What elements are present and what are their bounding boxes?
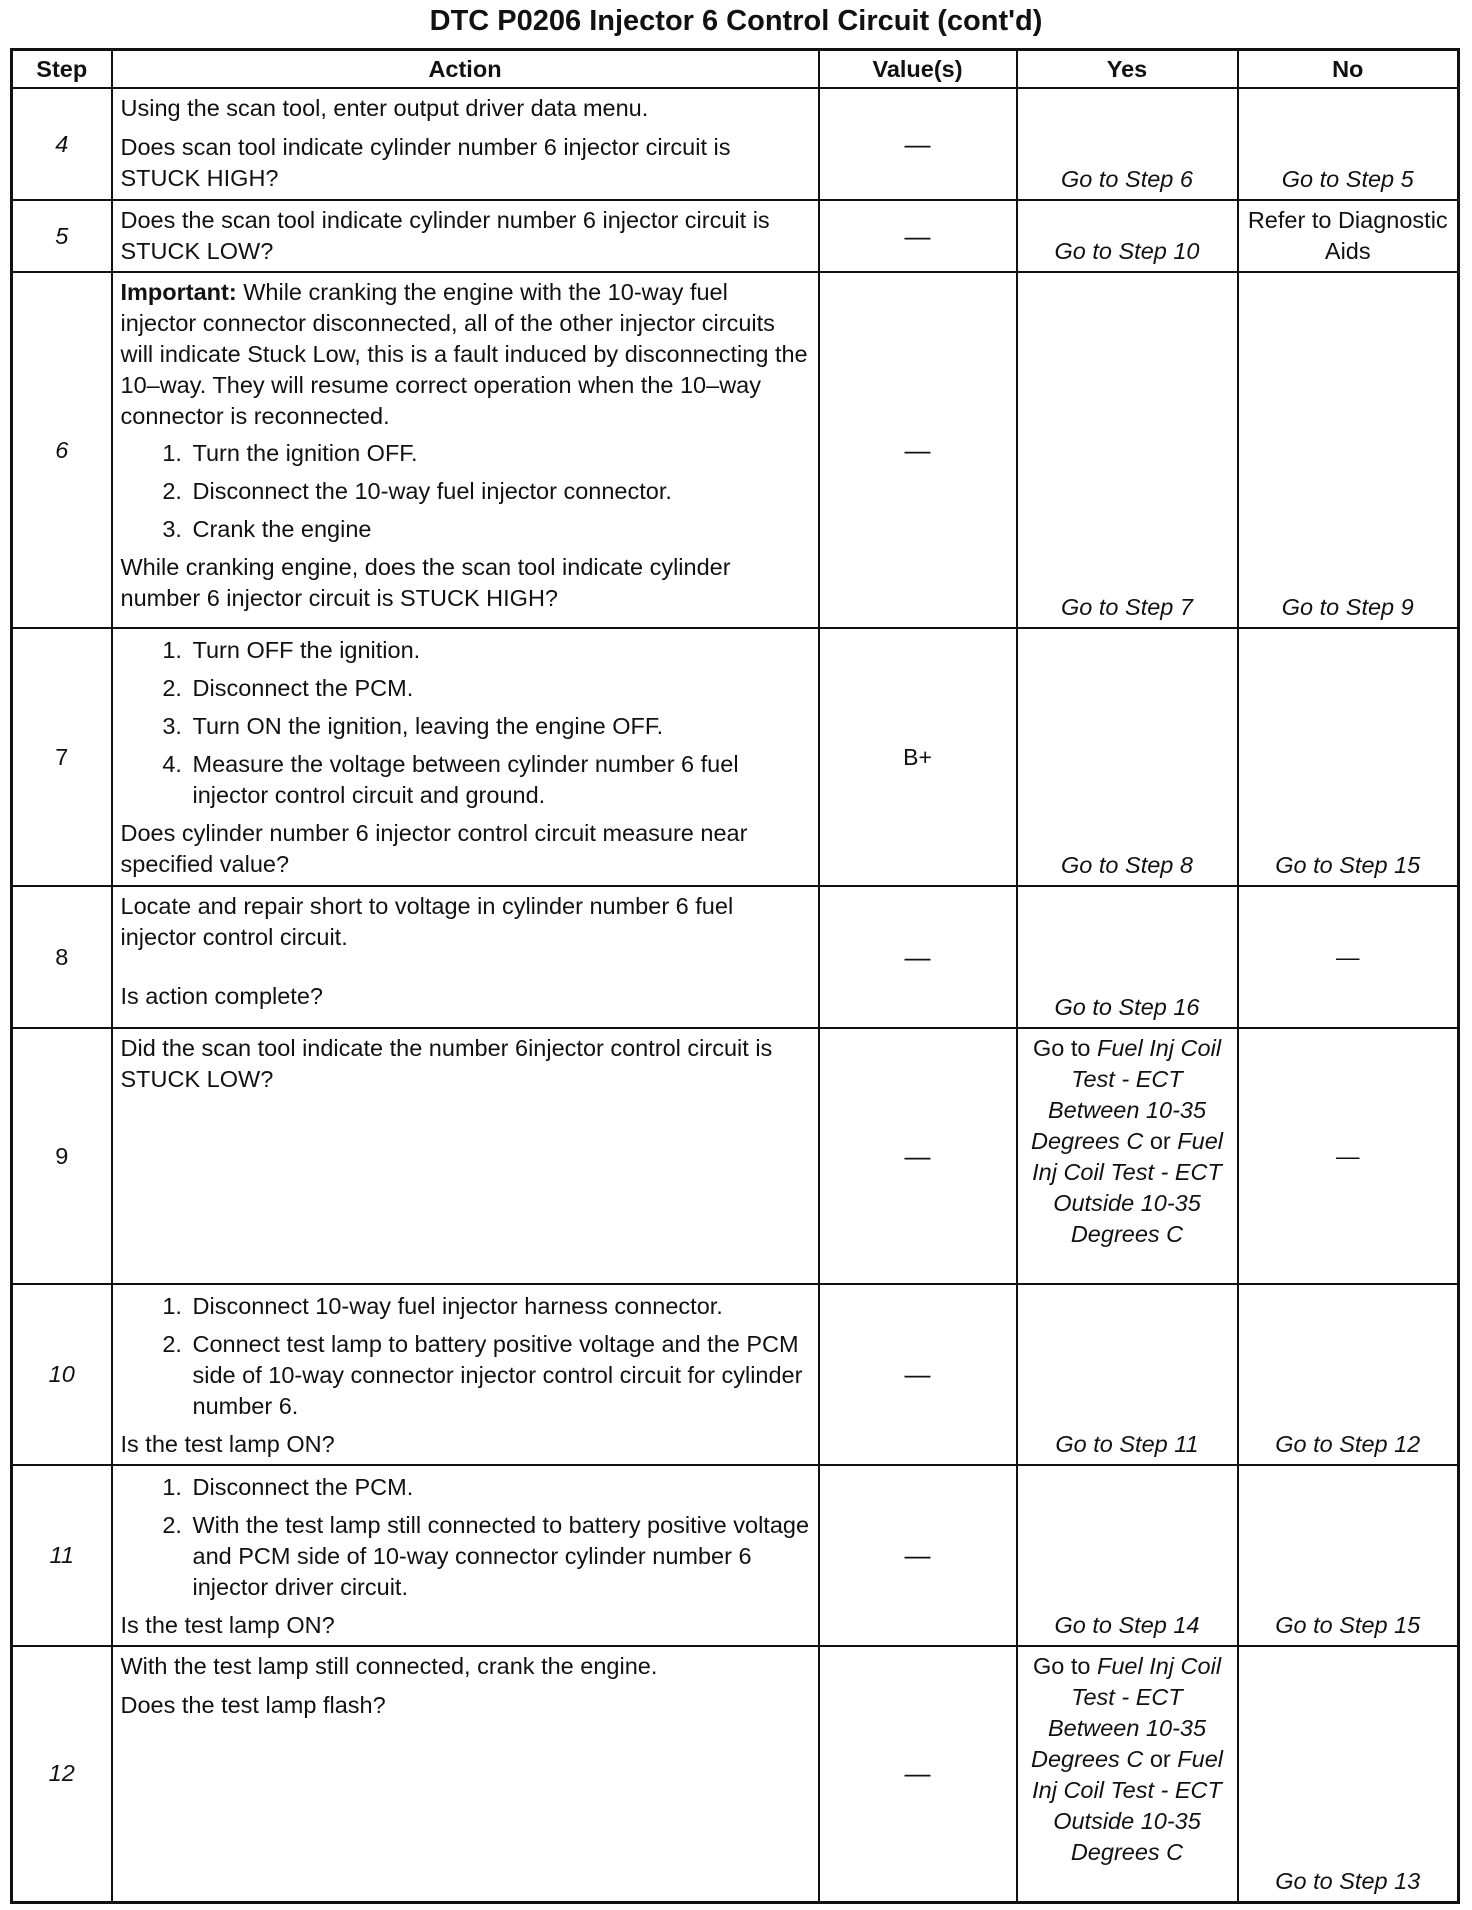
list-item: 4. Measure the voltage between cylinder number 6 fuel injector control circuit and ground. [189,749,810,811]
list-item: 1. Turn the ignition OFF. [189,438,810,469]
action-question: Is the test lamp ON? [120,1612,335,1638]
list-item: 3. Turn ON the ignition, leaving the engine OFF. [189,711,810,742]
step-number: 5 [12,200,112,272]
procedure-list [121,635,810,811]
action-cell [112,1284,819,1465]
table-row [12,628,1459,886]
list-item: 2. With the test lamp still connected to battery positive voltage and PCM side of 10-way connector cylinder number 6 injector driver circuit. [189,1510,810,1603]
action-question: Does cylinder number 6 injector control circuit measure near specified value? [120,820,748,877]
action-cell [112,272,819,628]
action-cell [112,1028,819,1284]
step-number: 6 [12,272,112,628]
no-link[interactable]: Go to Step 15 [1238,1465,1459,1646]
action-text: Locate and repair short to voltage in cylinder number 6 fuel injector control circuit. [120,893,734,950]
step-number: 12 [12,1646,112,1902]
action-question: While cranking engine, does the scan tool indicate cylinder number 6 injector circuit is STUCK HIGH? [120,554,731,611]
table-row [12,200,1459,272]
yes-link[interactable]: Go to Step 11 [1017,1284,1238,1465]
action-cell [112,200,819,272]
yes-link[interactable]: Go to Step 10 [1017,200,1238,272]
yes-link[interactable]: Go to Step 6 [1017,88,1238,200]
table-row [12,1284,1459,1465]
procedure-list [121,438,810,545]
procedure-list [121,1291,810,1422]
action-question: Did the scan tool indicate the number 6injector control circuit is STUCK LOW? [120,1035,773,1092]
step-number: 4 [12,88,112,200]
action-cell [112,1646,819,1902]
value-cell: — [819,1465,1017,1646]
yes-link[interactable]: Go to Step 8 [1017,628,1238,886]
yes-cell [1017,1028,1238,1284]
important-text: While cranking the engine with the 10-way fuel injector connector disconnected, all of the other injector circuits will indicate Stuck Low, this is a fault induced by disconnecting the 10–way. They will resume correct operation when the 10–way connector is reconnected. [120,279,808,429]
table-row [12,88,1459,200]
value-cell: — [819,200,1017,272]
yes-link[interactable]: Go to Step 16 [1017,886,1238,1028]
page-title: DTC P0206 Injector 6 Control Circuit (cont'd) [429,5,1043,37]
value-cell: — [819,1028,1017,1284]
action-cell [112,88,819,200]
no-link[interactable]: Go to Step 12 [1238,1284,1459,1465]
table-row [12,1028,1459,1284]
header-values: Value(s) [819,50,1017,89]
no-link[interactable]: Go to Step 9 [1238,272,1459,628]
yes-link[interactable]: Go to Step 14 [1017,1465,1238,1646]
important-note [121,277,810,432]
action-question: Is action complete? [120,983,323,1009]
yes-link-fuel-inj-between[interactable]: Fuel Inj Coil Test - ECT Between 10-35 Degrees C [1030,1035,1222,1154]
table-row [12,272,1459,628]
value-cell: — [819,272,1017,628]
table-header-row [12,50,1459,89]
action-text: Using the scan tool, enter output driver data menu. [120,95,649,121]
step-number: 10 [12,1284,112,1465]
action-question: Does scan tool indicate cylinder number 6 injector circuit is STUCK HIGH? [120,134,731,191]
yes-link-fuel-inj-outside[interactable]: Fuel Inj Coil Test - ECT Outside 10-35 Degrees C [1032,1128,1223,1247]
table-row [12,1646,1459,1902]
step-number: 8 [12,886,112,1028]
no-link[interactable]: Go to Step 13 [1238,1646,1459,1902]
procedure-list [121,1472,810,1603]
action-question: Does the test lamp flash? [120,1692,386,1718]
important-label: Important: [120,279,237,305]
value-cell: B+ [819,628,1017,886]
yes-cell [1017,1646,1238,1902]
yes-prefix: Go to [1032,1653,1091,1679]
table-row [12,886,1459,1028]
header-no: No [1238,50,1459,89]
diagnostic-table [10,48,1460,1904]
step-number: 11 [12,1465,112,1646]
header-step: Step [12,50,112,89]
action-text: With the test lamp still connected, crank the engine. [120,1653,658,1679]
step-number: 7 [12,628,112,886]
no-value: — [1238,886,1459,1028]
header-yes: Yes [1017,50,1238,89]
value-cell: — [819,886,1017,1028]
value-cell: — [819,88,1017,200]
action-cell [112,886,819,1028]
list-item: 3. Crank the engine [189,514,810,545]
action-cell [112,1465,819,1646]
header-action: Action [112,50,819,89]
action-question: Does the scan tool indicate cylinder number 6 injector circuit is STUCK LOW? [120,207,770,264]
action-question: Is the test lamp ON? [120,1431,335,1457]
yes-prefix: Go to [1032,1035,1091,1061]
no-value: — [1238,1028,1459,1284]
list-item: 2. Connect test lamp to battery positive voltage and the PCM side of 10-way connector injector control circuit for cylinder number 6. [189,1329,810,1422]
yes-link-fuel-inj-outside[interactable]: Fuel Inj Coil Test - ECT Outside 10-35 Degrees C [1032,1746,1223,1865]
value-cell: — [819,1284,1017,1465]
step-number: 9 [12,1028,112,1284]
table-row [12,1465,1459,1646]
no-link[interactable]: Refer to Diagnostic Aids [1238,200,1459,272]
list-item: 1. Disconnect the PCM. [189,1472,810,1503]
yes-or: or [1149,1746,1171,1772]
no-link[interactable]: Go to Step 5 [1238,88,1459,200]
list-item: 2. Disconnect the PCM. [189,673,810,704]
no-link[interactable]: Go to Step 15 [1238,628,1459,886]
yes-or: or [1149,1128,1171,1154]
yes-link[interactable]: Go to Step 7 [1017,272,1238,628]
value-cell: — [819,1646,1017,1902]
action-cell [112,628,819,886]
list-item: 1. Turn OFF the ignition. [189,635,810,666]
list-item: 1. Disconnect 10-way fuel injector harness connector. [189,1291,810,1322]
list-item: 2. Disconnect the 10-way fuel injector connector. [189,476,810,507]
yes-link-fuel-inj-between[interactable]: Fuel Inj Coil Test - ECT Between 10-35 Degrees C [1030,1653,1222,1772]
